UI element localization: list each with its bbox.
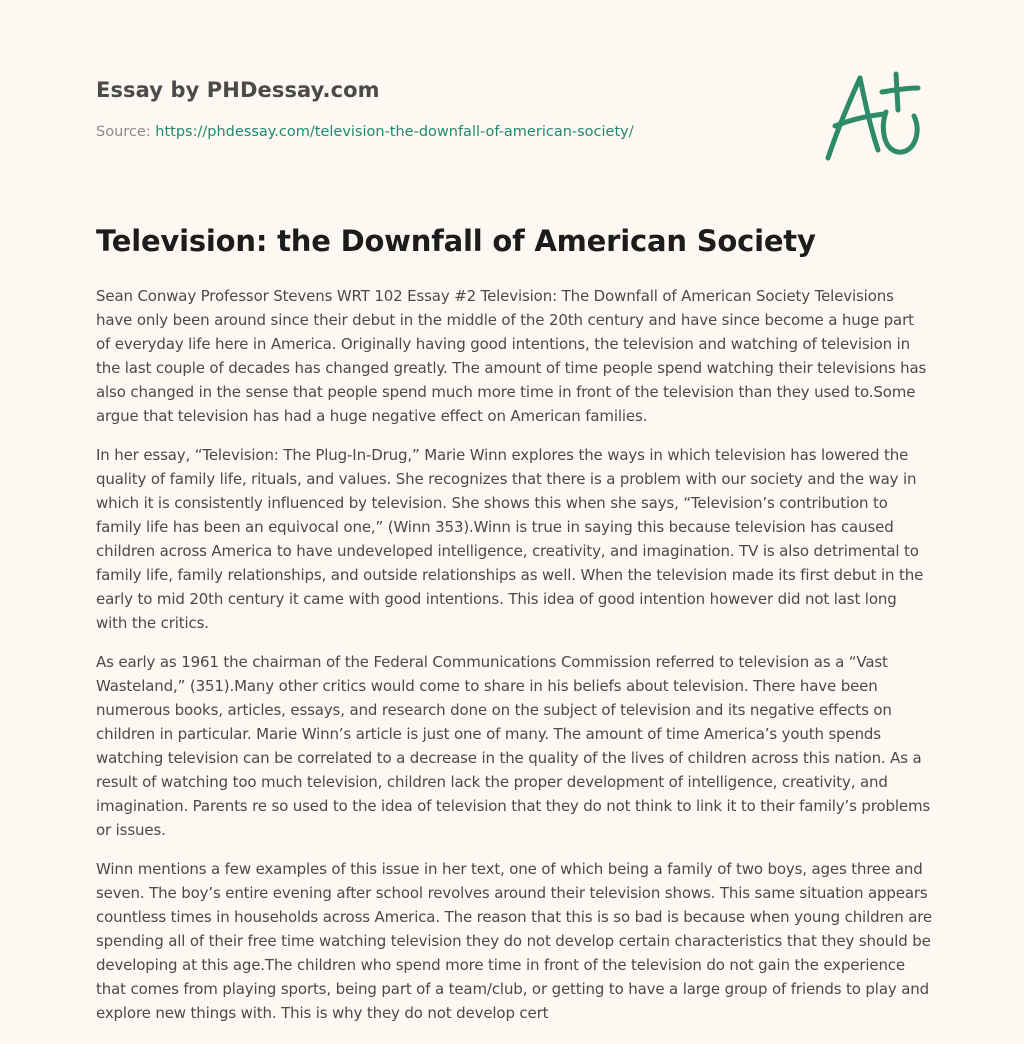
paragraph: As early as 1961 the chairman of the Federal Communications Commission referred to television as a “Vast Wasteland,” (351).Many other critics would come to share in his beliefs about television. There have been numerous books, articles, essays, and research done on the subject of television and its negative effects on children in particular. Marie Winn’s article is just one of many. The amount of time America’s youth spends watching television can be correlated to a decrease in the quality of the lives of children across this nation. As a result of watching too much television, children lack the proper development of intelligence, creativity, and imagination. Parents re so used to the idea of television that they do not think to link it to their family’s problems or issues. — [96, 653, 931, 839]
a-plus-grade-icon — [818, 64, 930, 168]
essay-body — [96, 284, 932, 1040]
source-label: Source: — [96, 124, 156, 140]
page-title: Television: the Downfall of American Society — [96, 224, 816, 258]
source-line — [96, 124, 634, 140]
paragraph: Sean Conway Professor Stevens WRT 102 Essay #2 Television: The Downfall of American Society Televisions have only been around since their debut in the middle of the 20th century and have since become a huge part of everyday life here in America. Originally having good intentions, the television and watching of television in the last couple of decades has changed greatly. The amount of time people spend watching their televisions has also changed in the sense that people spend much more time in front of the television than they used to.Some argue that television has had a huge negative effect on American families. — [96, 287, 927, 425]
source-link[interactable]: https://phdessay.com/television-the-downfall-of-american-society/ — [155, 124, 634, 140]
paragraph: Winn mentions a few examples of this issue in her text, one of which being a family of two boys, ages three and seven. The boy’s entire evening after school revolves around their television shows. This same situation appears countless times in households across America. The reason that this is so bad is because when young children are spending all of their free time watching television they do not develop certain characteristics that they should be developing at this age.The children who spend more time in front of the television do not gain the experience that comes from playing sports, being part of a team/club, or getting to have a large group of friends to play and explore new things with. This is why they do not develop cert — [96, 860, 933, 1022]
site-brand: Essay by PHDessay.com — [96, 78, 380, 102]
paragraph: In her essay, “Television: The Plug-In-Drug,” Marie Winn explores the ways in which television has lowered the quality of family life, rituals, and values. She recognizes that there is a problem with our society and the way in which it is consistently influenced by television. She shows this when she says, “Television’s contribution to family life has been an equivocal one,” (Winn 353).Winn is true in saying this because television has caused children across America to have undeveloped intelligence, creativity, and imagination. TV is also detrimental to family life, family relationships, and outside relationships as well. When the television made its first debut in the early to mid 20th century it came with good intentions. This idea of good intention however did not last long with the critics. — [96, 446, 924, 632]
